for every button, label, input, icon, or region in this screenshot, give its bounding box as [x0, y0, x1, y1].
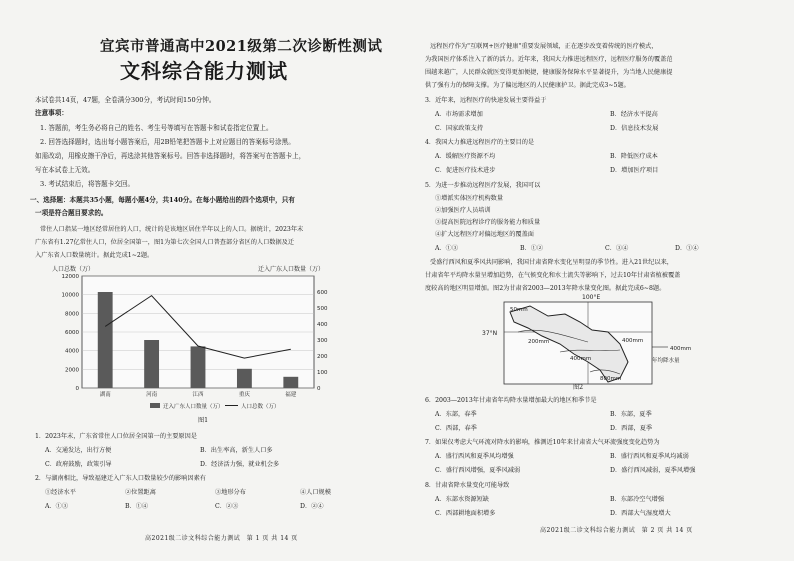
page-footer: 高2021级二诊文科综合能力测试 第 1 页 共 14 页: [145, 535, 298, 542]
longitude-label: 100°E: [582, 294, 601, 301]
right-page: [400, 0, 794, 561]
category-label: 重庆: [238, 392, 250, 398]
option[interactable]: D．①④: [675, 245, 699, 252]
right-tick-label: 0: [317, 386, 321, 392]
option[interactable]: C．西部耕地面积增多: [435, 510, 496, 517]
left-tick-label: 6000: [65, 330, 79, 336]
passage-line: 供了强有力的保障支撑。为了偏远地区的人民健康护卫。据此完成3~5题。: [425, 82, 630, 89]
option: ①经济水平: [45, 489, 76, 496]
isoline-label: 200mm: [528, 339, 550, 345]
notice-line: 1. 答题前，考生务必将自己的姓名、考生号等填写在答题卡和试卷指定位置上。: [40, 124, 273, 132]
option[interactable]: D．盛行西风减弱，夏季风增强: [610, 467, 696, 474]
option[interactable]: B．东部，夏季: [610, 411, 652, 418]
isoline-label: 400mm: [670, 346, 692, 352]
isoline-label: 800mm: [600, 376, 622, 382]
option[interactable]: D．②④: [300, 503, 324, 510]
option[interactable]: A．①③: [45, 503, 69, 510]
passage-line: 远程医疗作为"互联网+医疗健康"重要发展领域，正在逐步改变着传统的医疗模式，: [430, 43, 658, 50]
option[interactable]: B．①②: [520, 245, 544, 252]
question-stem: 7．如果仅考虑大气环流对降水的影响，推测近10年来甘肃省大气环流强度变化趋势为: [425, 439, 660, 446]
question-stem: 6．2003—2013年甘肃省年均降水量增加最大的地区和季节是: [425, 397, 597, 404]
option[interactable]: B．东部冷空气增强: [610, 496, 665, 503]
option[interactable]: A．盛行西风和夏季风均增强: [435, 453, 514, 460]
passage-line: 常住人口指某一地区经常居住的人口，统计的是该地区居住半年以上的人口。据统计，2023年末: [40, 226, 304, 233]
statement: ③提高医院远程诊疗的服务能力和质量: [435, 219, 541, 226]
passage-line: 围越来越广，人民群众就医变得更加便捷，健康服务保障水平显著提升，为当地人民健康提: [425, 69, 673, 76]
passage-line: 受盛行西风和夏季风共同影响，我国甘肃省降水变化呈明显的季节性。进入21世纪以来，: [430, 259, 673, 266]
option[interactable]: A．①③: [435, 245, 459, 252]
question-stem: 2．与湖南相比，导致福建迁入广东人口数量较少的影响因素有: [35, 475, 206, 482]
category-label: 福建: [285, 392, 297, 398]
right-axis-title: 迁入广东人口数量（万）: [258, 266, 325, 273]
option[interactable]: C．西部，春季: [435, 425, 477, 432]
option[interactable]: C．盛行西风增强，夏季风减弱: [435, 467, 521, 474]
option[interactable]: D．西部大气湿度增大: [610, 510, 671, 517]
legend-line-label: 人口总数（万）: [241, 404, 280, 410]
option[interactable]: A．东部水资源短缺: [435, 496, 489, 503]
figure2-caption: 图2: [573, 384, 584, 391]
option[interactable]: B．经济水平提高: [610, 111, 658, 118]
passage-line: 广东省有1.27亿常住人口，位居全国第一，图1为第七次全国人口普查部分省区的人口数据及迁: [35, 239, 295, 246]
bar: [98, 292, 113, 388]
notice-line: 3. 考试结束后，将答题卡交回。: [40, 180, 135, 188]
option[interactable]: C．国家政策支持: [435, 125, 484, 132]
legend-bar-label: 迁入广东人口数量（万）: [163, 404, 224, 410]
bar: [144, 340, 159, 388]
statement: ①增派实体医疗机构数量: [435, 195, 504, 202]
statement: ②加强医疗人员培训: [435, 207, 491, 214]
legend-bar-swatch: [150, 403, 160, 408]
option[interactable]: A．东部，春季: [435, 411, 477, 418]
school-title: 宜宾市普通高中2021级第二次诊断性测试: [100, 38, 383, 55]
option: ③地形分布: [215, 489, 246, 496]
subject-title: 文科综合能力测试: [120, 59, 288, 83]
statement: ④扩大远程医疗对偏远地区的覆盖面: [435, 231, 534, 238]
question-stem: 3．近年来，远程医疗的快速发展主要得益于: [425, 97, 547, 104]
notice-line: 写在本试卷上无效。: [35, 166, 95, 174]
option[interactable]: B．出生率高，新生人口多: [200, 447, 273, 454]
left-axis-title: 人口总数（万）: [52, 266, 95, 273]
option[interactable]: C．促进医疗技术进步: [435, 167, 496, 174]
question-stem: 4．我国大力推进远程医疗的主要目的是: [425, 139, 535, 146]
passage-line: 度较高的地区明显增加。图2为甘肃省2003—2013年降水量变化图。据此完成6~8题。: [425, 285, 666, 292]
option[interactable]: C．③④: [605, 245, 629, 252]
section-title-cont: 一项是符合题目要求的。: [35, 209, 108, 217]
option[interactable]: D．信息技术发展: [610, 125, 659, 132]
option: ②位置距离: [125, 489, 156, 496]
left-tick-label: 8000: [65, 311, 79, 318]
option[interactable]: A．市场需求增加: [435, 111, 483, 118]
latitude-label: 37°N: [482, 330, 498, 337]
category-label: 河南: [146, 392, 158, 398]
left-tick-label: 0: [75, 386, 79, 392]
isoline-label: 400mm: [570, 356, 592, 362]
isoline-label: 50mm: [510, 307, 528, 313]
category-label: 江西: [192, 392, 204, 398]
page-footer: 高2021级二诊文科综合能力测试 第 2 页 共 14 页: [540, 527, 693, 534]
exam-info: 本试卷共14页，47题，全卷满分300分，考试时间150分钟。: [35, 96, 216, 104]
map-legend-label: 年均降水量: [652, 358, 680, 364]
left-tick-label: 10000: [61, 292, 79, 299]
option[interactable]: D．增加医疗项目: [610, 167, 659, 174]
bar: [237, 369, 252, 388]
option[interactable]: D．西部，夏季: [610, 425, 653, 432]
question-stem: 5．为进一步推动远程医疗发展，我国可以: [425, 182, 541, 189]
option[interactable]: B．①④: [125, 503, 149, 510]
left-tick-label: 12000: [61, 274, 79, 280]
isoline-label: 400mm: [622, 338, 644, 344]
option[interactable]: D．经济活力强，就业机会多: [200, 461, 280, 468]
passage-line: 甘肃省年平均降水量呈增加趋势，在气候变化和水土流失等影响下，过去10年甘肃省植被覆盖: [425, 272, 681, 279]
section-title: 一、选择题：本题共35小题，每题小题4分，共140分。在每小题给出的四个选项中，只有: [30, 196, 295, 204]
right-tick-label: 200: [317, 354, 328, 360]
notice-line: 2. 回答选择题时，选出每小题答案后，用2B铅笔把答题卡上对应题目的答案标号涂黑。: [40, 138, 295, 146]
option: ④人口规模: [300, 489, 331, 496]
option[interactable]: A．缓解医疗资源不均: [435, 153, 496, 160]
right-tick-label: 500: [317, 306, 328, 312]
population-chart: [50, 264, 350, 414]
right-tick-label: 100: [317, 370, 328, 376]
option[interactable]: C．政府鼓励，政策引导: [45, 461, 112, 468]
notice-line: 如需改动，用橡皮擦干净后，再选涂其他答案标号。回答非选择题时，将答案写在答题卡上，: [35, 152, 306, 160]
passage-line: 入广东省人口数量统计。据此完成1~2题。: [35, 252, 154, 259]
option[interactable]: C．②③: [215, 503, 239, 510]
question-stem: 8．甘肃省降水量变化可能导致: [425, 482, 510, 489]
question-stem: 1．2023年末，广东省常住人口位居全国第一的主要原因是: [35, 433, 197, 440]
passage-line: 为我国医疗体系注入了新的活力。近年来，我国大力推进远程医疗，远程医疗服务的覆盖范: [425, 56, 673, 63]
left-tick-label: 4000: [65, 348, 79, 355]
right-tick-label: 300: [317, 338, 328, 344]
figure1-caption: 图1: [198, 417, 209, 424]
category-label: 湖南: [99, 392, 111, 398]
right-tick-label: 600: [317, 290, 328, 296]
option[interactable]: B．盛行西风和夏季风均减弱: [610, 453, 689, 460]
gansu-precipitation-map: [470, 292, 710, 392]
notice-title: 注意事项：: [35, 109, 68, 117]
option[interactable]: B．降低医疗成本: [610, 153, 658, 160]
bar: [283, 377, 298, 388]
left-tick-label: 2000: [65, 367, 79, 374]
option[interactable]: A．交通发达，出行方便: [45, 447, 112, 454]
bar: [191, 346, 206, 388]
right-tick-label: 400: [317, 322, 328, 328]
